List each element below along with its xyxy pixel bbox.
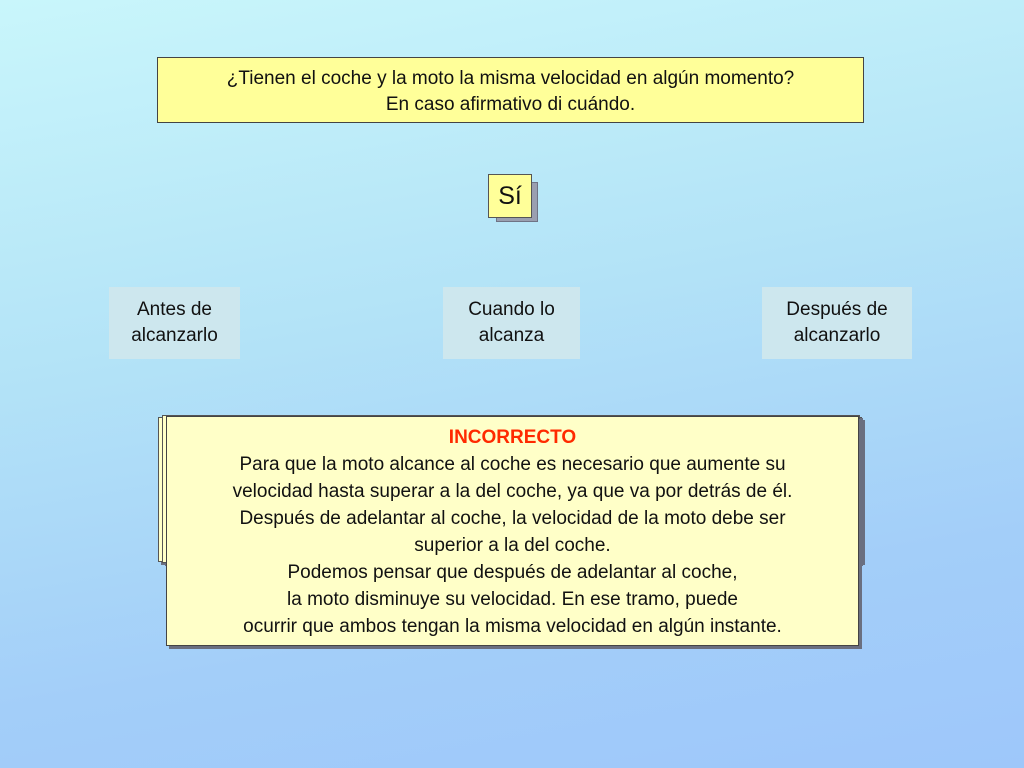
feedback-panel [166, 416, 859, 646]
option-before-reaching[interactable] [109, 287, 240, 359]
option-label-line-2: alcanzarlo [131, 325, 218, 346]
option-label-line-2: alcanzarlo [793, 325, 881, 346]
option-when-reaching[interactable] [443, 287, 580, 359]
question-line-2: En caso afirmativo di cuándo. [385, 94, 636, 115]
answer-card[interactable] [488, 174, 538, 222]
question-line-1: ¿Tienen el coche y la moto la misma velocidad en algún momento? [226, 68, 795, 89]
question-box [157, 57, 864, 123]
option-label-line-1: Antes de [137, 299, 212, 320]
feedback-line: la moto disminuye su velocidad. En ese tramo, puede [287, 589, 738, 610]
option-after-reaching[interactable] [762, 287, 912, 359]
feedback-verdict: INCORRECTO [448, 427, 577, 448]
feedback-line: superior a la del coche. [414, 535, 611, 556]
feedback-line: ocurrir que ambos tengan la misma velocidad en algún instante. [243, 616, 782, 637]
option-label-line-1: Después de [786, 299, 888, 320]
option-label-line-2: alcanza [478, 325, 545, 346]
option-label-line-1: Cuando lo [468, 299, 555, 320]
answer-label[interactable]: Sí [488, 174, 532, 218]
feedback-line: velocidad hasta superar a la del coche, ya que va por detrás de él. [232, 481, 793, 502]
feedback-line: Para que la moto alcance al coche es necesario que aumente su [239, 454, 786, 475]
feedback-line: Podemos pensar que después de adelantar al coche, [287, 562, 738, 583]
feedback-line: Después de adelantar al coche, la velocidad de la moto debe ser [239, 508, 786, 529]
